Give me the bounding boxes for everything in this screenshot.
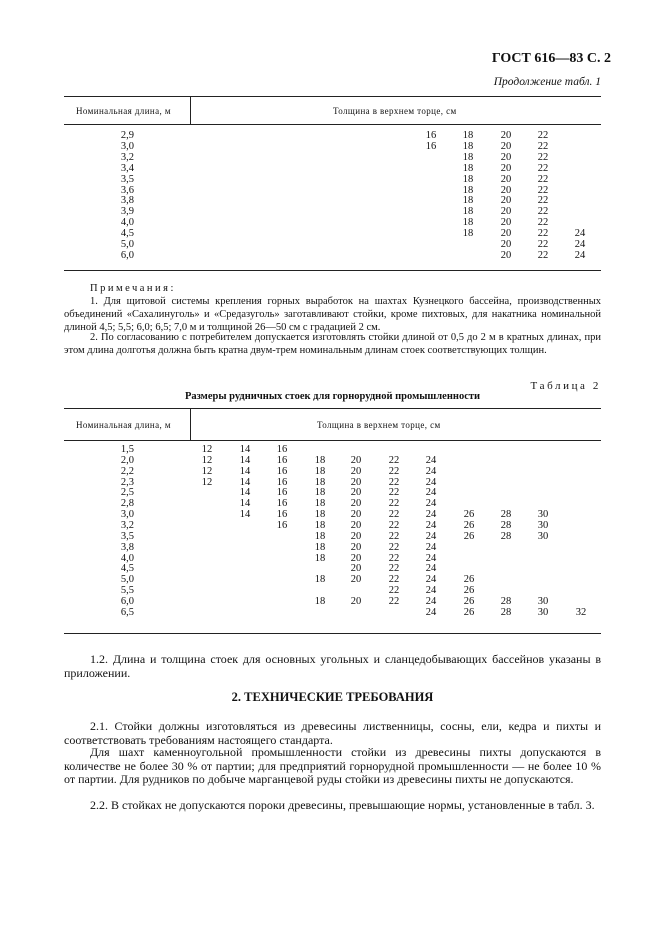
table-cell: 20: [350, 465, 362, 477]
table-cell: 24: [574, 239, 586, 250]
table-row-length: 6,0: [120, 595, 134, 607]
table-cell: 18: [314, 530, 326, 542]
table-cell: 22: [388, 519, 400, 531]
table-cell: 24: [425, 476, 437, 488]
table-cell: 26: [463, 530, 475, 542]
table-cell: 30: [537, 606, 549, 618]
table-row-length: 2,2: [120, 465, 134, 477]
table-2-bottom-rule: [64, 633, 601, 634]
table-cell: 20: [350, 476, 362, 488]
table-row-length: 3,5: [120, 173, 134, 185]
table-cell: 20: [350, 487, 362, 499]
table-cell: 16: [276, 476, 288, 488]
table-cell: 22: [537, 162, 549, 174]
table-row-length: 4,0: [120, 217, 134, 229]
table-cell: 20: [350, 519, 362, 531]
table-cell: 22: [537, 151, 549, 163]
table-cell: 24: [425, 585, 437, 597]
table-cell: 22: [388, 454, 400, 466]
table-cell: 20: [500, 151, 512, 163]
table-cell: 18: [314, 595, 326, 607]
table-cell: 18: [462, 228, 474, 240]
table-cell: 20: [350, 509, 362, 521]
section-2-title: 2. ТЕХНИЧЕСКИЕ ТРЕБОВАНИЯ: [231, 690, 434, 704]
table-cell: 14: [239, 498, 251, 510]
table-row-length: 3,5: [120, 530, 134, 542]
table-cell: 22: [537, 239, 549, 250]
table-row-length: 5,0: [120, 574, 134, 586]
table-cell: 16: [425, 140, 437, 152]
table-row-length: 3,6: [120, 184, 134, 196]
table-row-length: 5,5: [120, 585, 134, 597]
table-cell: 20: [500, 130, 512, 141]
table-cell: 18: [314, 465, 326, 477]
table-cell: 26: [463, 519, 475, 531]
table-row-length: 4,5: [120, 563, 134, 575]
table-cell: 18: [314, 454, 326, 466]
table-cell: 18: [462, 217, 474, 229]
table-cell: 20: [500, 228, 512, 240]
table-row-length: 3,0: [120, 140, 134, 152]
table-cell: 18: [462, 173, 474, 185]
table-cell: 18: [462, 195, 474, 207]
table-2-label: Таблица 2: [530, 380, 601, 392]
table-row-length: 1,5: [120, 444, 134, 455]
table-cell: 22: [537, 130, 549, 141]
table-cell: 12: [201, 454, 213, 466]
table-row-length: 6,5: [120, 606, 134, 618]
paragraph-2-2: 2.2. В стойках не допускаются пороки древесины, превышающие нормы, установленные в табл. 3.: [90, 798, 595, 812]
table-cell: 26: [463, 574, 475, 586]
table-cell: 18: [314, 519, 326, 531]
table-cell: 26: [463, 585, 475, 597]
table-cell: 12: [201, 444, 213, 455]
table-cell: 18: [314, 498, 326, 510]
table-cell: 24: [425, 541, 437, 553]
table-row-length: 3,2: [120, 519, 134, 531]
table-cell: 22: [537, 140, 549, 152]
table-cell: 14: [239, 476, 251, 488]
table-cell: 20: [500, 195, 512, 207]
table-1-header-length: Номинальная длина, м: [76, 106, 171, 116]
table-2-header-rule: [64, 440, 601, 441]
table-1-top-rule: [64, 96, 601, 97]
table-2-header-length: Номинальная длина, м: [76, 420, 171, 430]
table-cell: 24: [425, 519, 437, 531]
table-cell: 24: [425, 552, 437, 564]
table-cell: 20: [350, 530, 362, 542]
table-cell: 30: [537, 509, 549, 521]
table-row-length: 3,2: [120, 151, 134, 163]
table-cell: 16: [276, 454, 288, 466]
table-row-length: 6,0: [120, 249, 134, 261]
table-row-length: 3,4: [120, 162, 134, 174]
table-cell: 20: [500, 249, 512, 261]
table-cell: 14: [239, 487, 251, 499]
table-row-length: 2,8: [120, 498, 134, 510]
table-cell: 22: [537, 195, 549, 207]
table-cell: 22: [537, 217, 549, 229]
table-row-length: 2,5: [120, 487, 134, 499]
table-cell: 16: [276, 509, 288, 521]
table-cell: 16: [425, 130, 437, 141]
table-cell: 22: [388, 530, 400, 542]
table-cell: 28: [500, 509, 512, 521]
table-row-length: 3,0: [120, 509, 134, 521]
table-cell: 24: [425, 509, 437, 521]
table-row-length: 4,0: [120, 552, 134, 564]
table-cell: 18: [462, 140, 474, 152]
table-1-col-divider: [190, 96, 191, 124]
table-cell: 24: [425, 595, 437, 607]
table-cell: 20: [350, 574, 362, 586]
table-cell: 22: [388, 552, 400, 564]
table-cell: 14: [239, 509, 251, 521]
table-cell: 18: [462, 151, 474, 163]
table-cell: 16: [276, 519, 288, 531]
table-cell: 18: [462, 184, 474, 196]
table-cell: 22: [388, 595, 400, 607]
table-cell: 24: [574, 249, 586, 261]
table-2-header-thickness: Толщина в верхнем торце, см: [317, 420, 441, 430]
table-cell: 12: [201, 476, 213, 488]
table-row-length: 3,8: [120, 541, 134, 553]
table-2-title: Размеры рудничных стоек для горнорудной промышленности: [184, 391, 481, 402]
table-cell: 14: [239, 454, 251, 466]
table-cell: 26: [463, 606, 475, 618]
table-2-col-divider: [190, 408, 191, 440]
table-cell: 24: [574, 228, 586, 240]
table-cell: 24: [425, 487, 437, 499]
table-cell: 22: [388, 476, 400, 488]
table-1-header-thickness: Толщина в верхнем торце, см: [333, 106, 457, 116]
table-cell: 30: [537, 595, 549, 607]
table-cell: 14: [239, 465, 251, 477]
page-header: ГОСТ 616—83 С. 2: [491, 51, 611, 66]
table-cell: 18: [462, 206, 474, 218]
table-2-top-rule: [64, 408, 601, 409]
table-cell: 20: [500, 239, 512, 250]
table-cell: 24: [425, 465, 437, 477]
table-cell: 22: [388, 585, 400, 597]
table-cell: 28: [500, 519, 512, 531]
table-cell: 12: [201, 465, 213, 477]
table-cell: 20: [350, 563, 362, 575]
table-cell: 18: [314, 509, 326, 521]
table-row-length: 3,9: [120, 206, 134, 218]
table-cell: 24: [425, 530, 437, 542]
table-cell: 20: [500, 140, 512, 152]
table-cell: 16: [276, 498, 288, 510]
table-row-length: 2,0: [120, 454, 134, 466]
table-cell: 28: [500, 595, 512, 607]
table-cell: 24: [425, 574, 437, 586]
table-cell: 20: [500, 206, 512, 218]
table-cell: 20: [350, 498, 362, 510]
table-cell: 20: [500, 162, 512, 174]
table-cell: 32: [575, 606, 587, 618]
table-cell: 22: [388, 509, 400, 521]
table-cell: 18: [314, 487, 326, 499]
table-cell: 16: [276, 487, 288, 499]
table-row-length: 3,8: [120, 195, 134, 207]
table-cell: 22: [537, 206, 549, 218]
table-cell: 22: [537, 184, 549, 196]
table-row-length: 5,0: [120, 239, 134, 250]
table-cell: 22: [537, 249, 549, 261]
table-cell: 22: [388, 465, 400, 477]
table-cell: 14: [239, 444, 251, 455]
table-cell: 20: [500, 184, 512, 196]
note-1: 1. Для щитовой системы крепления горных выработок на шахтах Кузнецкого бассейна, производственных объединений «Сахалинуголь» и «Средазуголь» заготавливают стойки, кроме пихтовых, для накатника номинальной длиной 4,5; 5,5; 6,0; 6,5; 7,0 м и толщиной 26—50 см с градацией 2 см.: [64, 296, 601, 334]
table-cell: 30: [537, 519, 549, 531]
table-cell: 28: [500, 606, 512, 618]
table-cell: 20: [350, 552, 362, 564]
notes-title-text: Примечания:: [90, 283, 176, 294]
table-cell: 24: [425, 498, 437, 510]
table-cell: 20: [500, 173, 512, 185]
table-cell: 24: [425, 606, 437, 618]
table-1-header-rule: [64, 124, 601, 125]
table-cell: 18: [462, 162, 474, 174]
table-continuation-label: Продолжение табл. 1: [493, 76, 601, 88]
table-cell: 24: [425, 454, 437, 466]
table-cell: 20: [350, 454, 362, 466]
paragraph-2-1-fir: Для шахт каменноугольной промышленности стойки из древесины пихты допускаются в количестве не более 30 % от партии; для предприятий горнорудной промышленности — не более 10 % от партии. Для рудников по добыче марганцевой руды стойки из древесины пихты не допускаются.: [64, 745, 601, 787]
table-cell: 24: [425, 563, 437, 575]
table-cell: 18: [314, 552, 326, 564]
paragraph-2-1: 2.1. Стойки должны изготовляться из древесины лиственницы, сосны, ели, кедра и пихты и соответствовать требованиям настоящего стандарта.: [64, 719, 601, 747]
table-cell: 22: [388, 574, 400, 586]
table-cell: 30: [537, 530, 549, 542]
table-cell: 28: [500, 530, 512, 542]
note-2: 2. По согласованию с потребителем допускается изготовлять стойки длиной от 0,5 до 2 м в кратных длинах, при этом длина долготья должна быть кратна двум-трем номинальным длинам стоек соответствующих толщин.: [64, 332, 601, 357]
table-cell: 22: [388, 541, 400, 553]
table-row-length: 4,5: [120, 228, 134, 240]
table-cell: 16: [276, 465, 288, 477]
table-row-length: 2,9: [120, 130, 134, 141]
table-cell: 20: [500, 217, 512, 229]
table-cell: 22: [388, 498, 400, 510]
table-cell: 18: [314, 574, 326, 586]
table-cell: 22: [388, 487, 400, 499]
table-1-bottom-rule: [64, 270, 601, 271]
table-cell: 22: [537, 228, 549, 240]
table-cell: 18: [314, 476, 326, 488]
table-cell: 18: [314, 541, 326, 553]
table-row-length: 2,3: [120, 476, 134, 488]
table-cell: 16: [276, 444, 288, 455]
paragraph-1-2: 1.2. Длина и толщина стоек для основных угольных и сланцедобывающих бассейнов указаны в приложении.: [64, 652, 601, 680]
table-cell: 26: [463, 509, 475, 521]
notes-title: [64, 282, 601, 295]
table-cell: 20: [350, 595, 362, 607]
table-cell: 20: [350, 541, 362, 553]
table-cell: 26: [463, 595, 475, 607]
table-cell: 22: [537, 173, 549, 185]
table-cell: 18: [462, 130, 474, 141]
table-cell: 22: [388, 563, 400, 575]
